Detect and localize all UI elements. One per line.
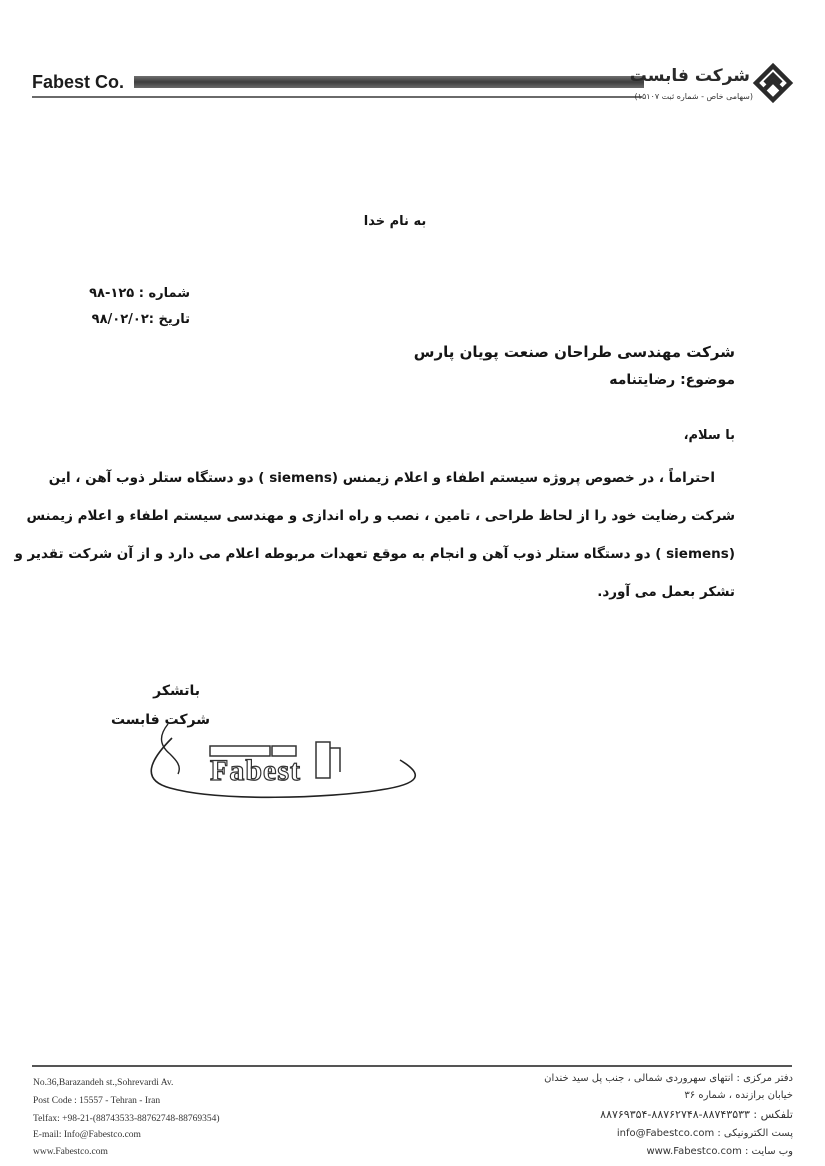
- company-logo-icon: [752, 62, 794, 104]
- footer-website-fa: وب سایت : www.Fabestco.com: [646, 1146, 793, 1157]
- company-name-en: Fabest Co.: [32, 72, 125, 92]
- company-subtitle-fa: (سهامی خاص - شماره ثبت ۱۵۱۰۷): [634, 92, 753, 101]
- header-rule: [32, 96, 642, 98]
- signature-company: شرکت فابست: [110, 712, 210, 728]
- recipient: شرکت مهندسی طراحان صنعت پویان پارس: [413, 343, 735, 361]
- invocation: به نام خدا: [363, 214, 427, 229]
- footer-telfax-en: Telfax: +98-21-(88743533-88762748-88769354): [33, 1114, 220, 1124]
- greeting: با سلام،: [683, 428, 735, 443]
- letter-date: تاریخ :۹۸/۰۲/۰۲: [91, 312, 190, 327]
- footer-email-en: E-mail: Info@Fabestco.com: [33, 1130, 141, 1140]
- footer-postcode-en: Post Code : 15557 - Tehran - Iran: [33, 1096, 161, 1106]
- company-stamp: [130, 720, 430, 830]
- subject: موضوع: رضایتنامه: [609, 372, 735, 388]
- signature-stroke: [162, 724, 180, 774]
- letter-number: شماره : ۱۲۵-۹۸: [89, 286, 190, 301]
- header-bar: [134, 76, 644, 88]
- footer-telfax-fa: تلفکس : ۸۸۷۴۳۵۳۳-۸۸۷۶۲۷۴۸-۸۸۷۶۹۳۵۴: [600, 1108, 793, 1121]
- body-line: شرکت رضایت خود را از لحاظ طراحی ، تامین ، نصب و راه اندازی و مهندسی سیستم اطفاء و اعلام زیمنس: [26, 508, 735, 524]
- company-name-fa: شرکت فابست: [629, 66, 750, 86]
- footer-address-en: No.36,Barazandeh st.,Sohrevardi Av.: [33, 1078, 174, 1088]
- body-line: (siemens ) دو دستگاه ستلر ذوب آهن و انجام به موقع تعهدات مربوطه اعلام می دارد و از آن شرکت تقدیر و: [14, 546, 735, 562]
- body-line: احتراماً ، در خصوص پروژه سیستم اطفاء و اعلام زیمنس (siemens ) دو دستگاه ستلر ذوب آهن ، این: [48, 470, 715, 486]
- stamp-text: Fabest: [210, 754, 301, 787]
- body-line: تشکر بعمل می آورد.: [597, 584, 735, 600]
- footer-address-fa: دفتر مرکزی : انتهای سهروردی شمالی ، جنب پل سید خندان: [544, 1073, 793, 1084]
- footer-email-fa: پست الکترونیکی : info@Fabestco.com: [616, 1128, 793, 1139]
- footer-street-fa: خیابان برازنده ، شماره ۳۶: [684, 1090, 793, 1101]
- closing: باتشکر: [153, 683, 200, 699]
- footer-rule: [32, 1065, 792, 1067]
- footer-website-en: www.Fabestco.com: [33, 1147, 108, 1157]
